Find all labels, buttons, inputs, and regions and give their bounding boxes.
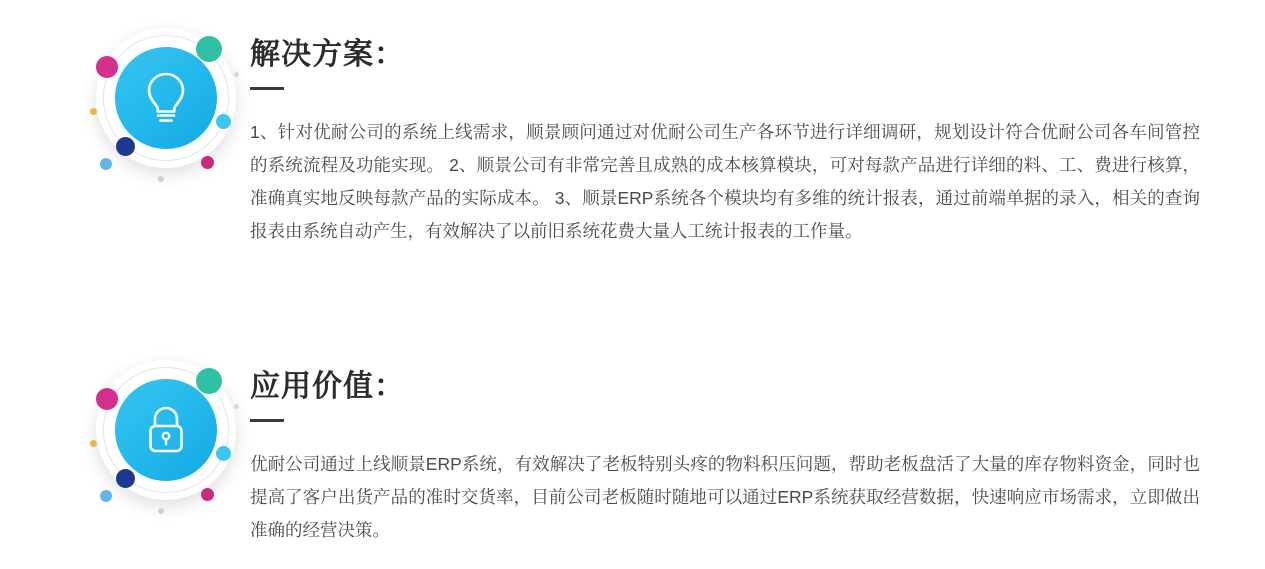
solution-heading: 解决方案：	[250, 38, 405, 71]
dot-magenta-small	[201, 156, 214, 169]
value-icon-cluster	[0, 340, 250, 530]
dot-blue-small	[100, 490, 112, 502]
dot-grey-secondary	[234, 72, 239, 77]
dot-teal-large	[196, 36, 222, 62]
value-heading-rule	[250, 419, 284, 422]
dot-amber	[90, 440, 97, 447]
section-solution	[0, 8, 1265, 248]
dot-magenta-large	[96, 388, 118, 410]
dot-grey	[158, 176, 164, 182]
dot-amber	[90, 108, 97, 115]
value-heading: 应用价值：	[250, 370, 405, 403]
lightbulb-icon	[115, 47, 217, 149]
solution-heading-rule	[250, 87, 284, 90]
solution-icon-cluster	[0, 8, 250, 198]
solution-body: 1、针对优耐公司的系统上线需求，顺景顾问通过对优耐公司生产各环节进行详细调研，规划设计符合优耐公司各车间管控的系统流程及功能实现。 2、顺景公司有非常完善且成熟的成本核算模块，可对每款产品进行详细的料、工、费进行核算，准确真实地反映每款产品的实际成本。 3、顺景ERP系统各个模块均有多维的统计报表，通过前端单据的录入，相关的查询报表由系统自动产生，有效解决了以前旧系统花费大量人工统计报表的工作量。	[250, 122, 1200, 241]
value-body: 优耐公司通过上线顺景ERP系统，有效解决了老板特别头疼的物料积压问题，帮助老板盘活了大量的库存物料资金，同时也提高了客户出货产品的准时交货率，目前公司老板随时随地可以通过ERP系统获取经营数据，快速响应市场需求，立即做出准确的经营决策。	[250, 454, 1200, 540]
dot-teal-large	[196, 368, 222, 394]
dot-navy	[116, 469, 135, 488]
dot-cyan	[216, 114, 231, 129]
dot-magenta-large	[96, 56, 118, 78]
value-content	[250, 340, 1265, 547]
solution-content	[250, 8, 1265, 248]
dot-magenta-small	[201, 488, 214, 501]
dot-grey	[158, 508, 164, 514]
dot-grey-secondary	[234, 404, 239, 409]
lock-icon	[115, 379, 217, 481]
dot-navy	[116, 137, 135, 156]
dot-blue-small	[100, 158, 112, 170]
dot-cyan	[216, 446, 231, 461]
section-value	[0, 340, 1265, 547]
